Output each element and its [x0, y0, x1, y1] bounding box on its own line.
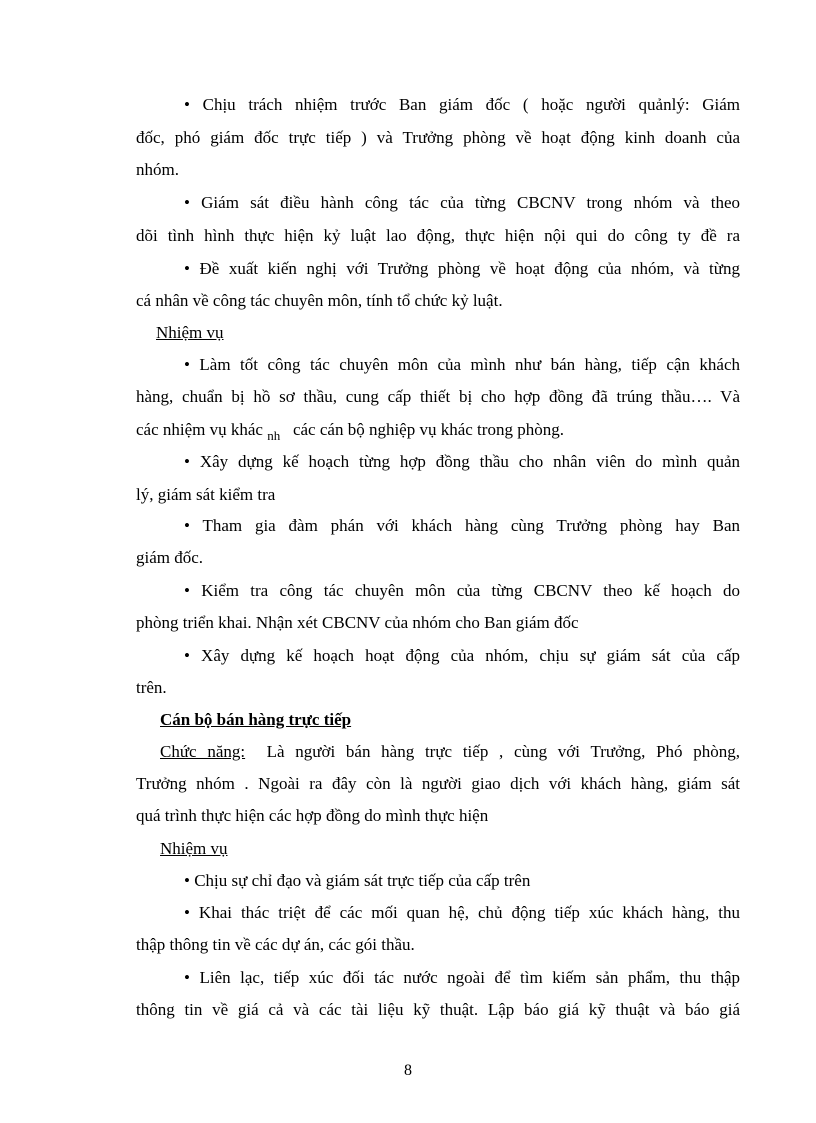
text-line: thông tin về giá cả và các tài liệu kỹ thuật. Lập báo giá kỹ thuật và báo giá — [136, 1000, 740, 1019]
text-line: • Kiểm tra công tác chuyên môn của từng CBCNV theo kế hoạch do — [184, 581, 740, 600]
section-heading: Nhiệm vụ — [156, 323, 224, 342]
text-line: • Xây dựng kế hoạch từng hợp đồng thầu cho nhân viên do mình quản — [184, 452, 740, 471]
text-line: • Xây dựng kế hoạch hoạt động của nhóm, chịu sự giám sát của cấp — [184, 646, 740, 665]
text-line: giám đốc. — [136, 548, 204, 567]
text-line — [160, 741, 740, 763]
text-line: cá nhân về công tác chuyên môn, tính tổ chức kỷ luật. — [136, 291, 503, 310]
text-line: Trưởng nhóm . Ngoài ra đây còn là người giao dịch với khách hàng, giám sát — [136, 774, 740, 793]
text-line: • Khai thác triệt để các mối quan hệ, chủ động tiếp xúc khách hàng, thu — [184, 903, 740, 922]
text-line: • Giám sát điều hành công tác của từng CBCNV trong nhóm và theo — [184, 193, 740, 212]
page-number: 8 — [404, 1062, 412, 1079]
text-line: • Chịu sự chỉ đạo và giám sát trực tiếp của cấp trên — [184, 871, 531, 890]
text-line: hàng, chuẩn bị hồ sơ thầu, cung cấp thiết bị cho hợp đồng đã trúng thầu…. Và — [136, 387, 740, 406]
text-line: • Tham gia đàm phán với khách hàng cùng Trưởng phòng hay Ban — [184, 516, 740, 535]
text-line: • Liên lạc, tiếp xúc đối tác nước ngoài để tìm kiếm sản phẩm, thu thập — [184, 968, 740, 987]
section-heading-bold: Cán bộ bán hàng trực tiếp — [160, 710, 352, 729]
text-line: lý, giám sát kiểm tra — [136, 485, 276, 504]
text-line: phòng triển khai. Nhận xét CBCNV của nhóm cho Ban giám đốc — [136, 613, 579, 632]
section-heading: Nhiệm vụ — [160, 839, 228, 858]
text-line: • Chịu trách nhiệm trước Ban giám đốc ( hoặc người quảnlý: Giám — [184, 95, 740, 114]
subscript-fragment: nh — [267, 428, 281, 443]
text-line: thập thông tin về các dự án, các gói thầu. — [136, 935, 415, 954]
text-line: đốc, phó giám đốc trực tiếp ) và Trưởng phòng về hoạt động kinh doanh của — [136, 128, 740, 147]
text-line: • Đề xuất kiến nghị với Trưởng phòng về hoạt động của nhóm, và từng — [184, 259, 740, 278]
text-line — [136, 419, 564, 442]
text-segment: Là người bán hàng trực tiếp , cùng với Trưởng, Phó phòng, — [266, 742, 741, 761]
text-segment: các cán bộ nghiệp vụ khác trong phòng. — [292, 420, 564, 439]
text-line: trên. — [136, 678, 167, 697]
text-line: dõi tình hình thực hiện kỷ luật lao động, thực hiện nội qui do công ty đề ra — [136, 226, 740, 245]
text-line: nhóm. — [136, 160, 179, 179]
label-chuc-nang: Chức năng: — [160, 742, 246, 761]
text-segment: các nhiệm vụ khác — [136, 420, 263, 439]
text-line: quá trình thực hiện các hợp đồng do mình thực hiện — [136, 806, 489, 825]
text-line: • Làm tốt công tác chuyên môn của mình như bán hàng, tiếp cận khách — [184, 355, 740, 374]
